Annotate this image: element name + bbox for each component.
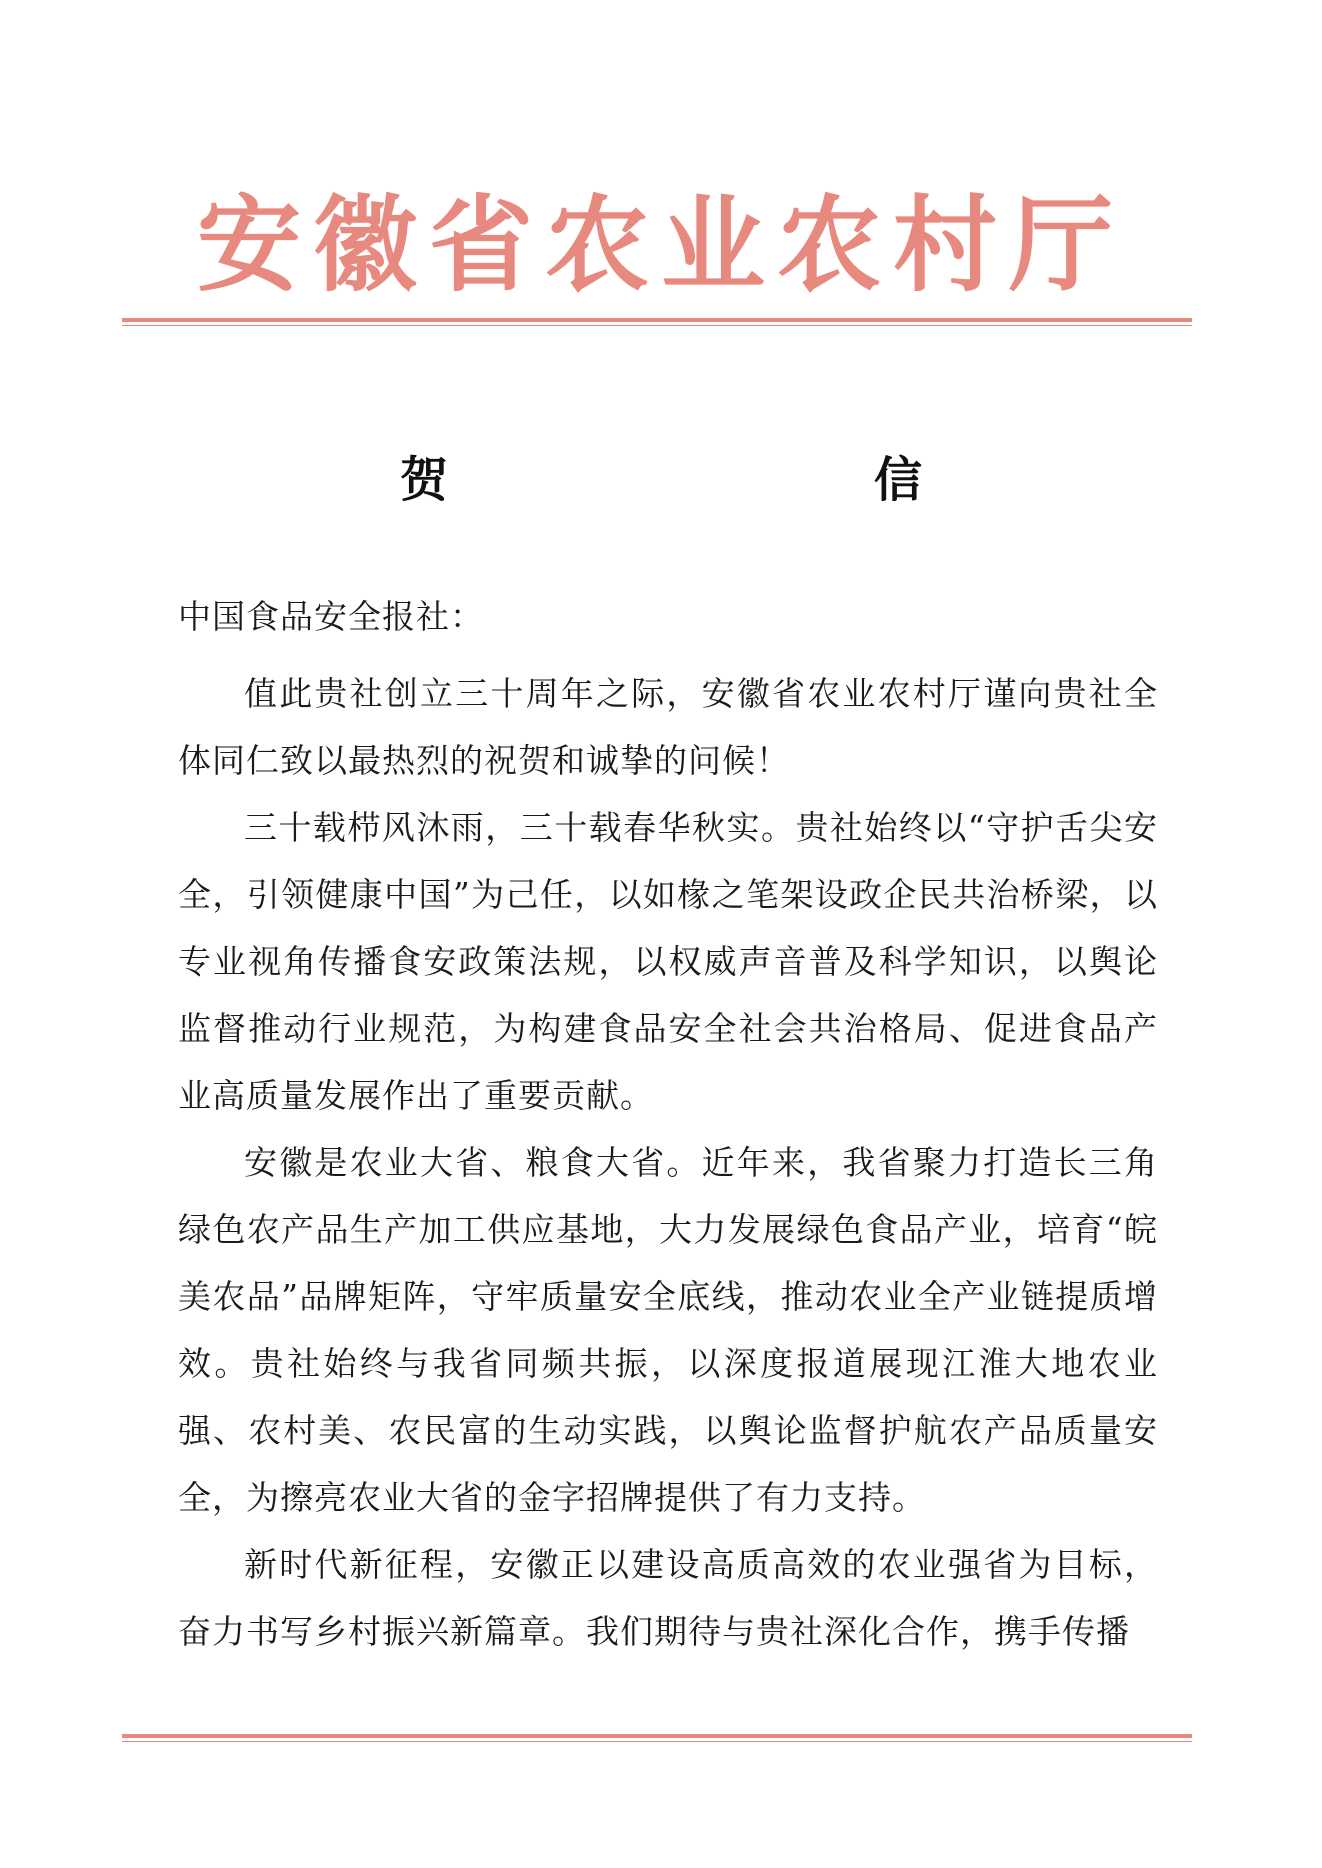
letterhead-org-name: 安徽省农业农村厅 bbox=[196, 183, 1125, 306]
paragraph-4: 新时代新征程，安徽正以建设高质高效的农业强省为目标，奋力书写乡村振兴新篇章。我们期待与贵社深化合作，携手传播 bbox=[178, 1545, 1158, 1651]
paragraph-1: 值此贵社创立三十周年之际，安徽省农业农村厅谨向贵社全体同仁致以最热烈的祝贺和诚挚的问候！ bbox=[178, 674, 1158, 780]
salutation: 中国食品安全报社： bbox=[178, 597, 484, 636]
paragraph-2: 三十载栉风沐雨，三十载春华秋实。贵社始终以“守护舌尖安全，引领健康中国”为己任，以如椽之笔架设政企民共治桥梁，以专业视角传播食安政策法规，以权威声音普及科学知识，以舆论监督推动行业规范，为构建食品安全社会共治格局、促进食品产业高质量发展作出了重要贡献。 bbox=[178, 808, 1158, 1115]
paragraph-3: 安徽是农业大省、粮食大省。近年来，我省聚力打造长三角绿色农产品生产加工供应基地，大力发展绿色食品产业，培育“皖美农品”品牌矩阵，守牢质量安全底线，推动农业全产业链提质增效。贵社始终与我省同频共振，以深度报道展现江淮大地农业强、农村美、农民富的生动实践，以舆论监督护航农产品质量安全，为擦亮农业大省的金字招牌提供了有力支持。 bbox=[178, 1143, 1158, 1517]
letter-body bbox=[178, 660, 1158, 1665]
document-title: 贺 信 bbox=[399, 452, 1032, 508]
footer-divider-bottom bbox=[122, 1734, 1192, 1742]
letterhead-divider-top bbox=[122, 318, 1192, 326]
